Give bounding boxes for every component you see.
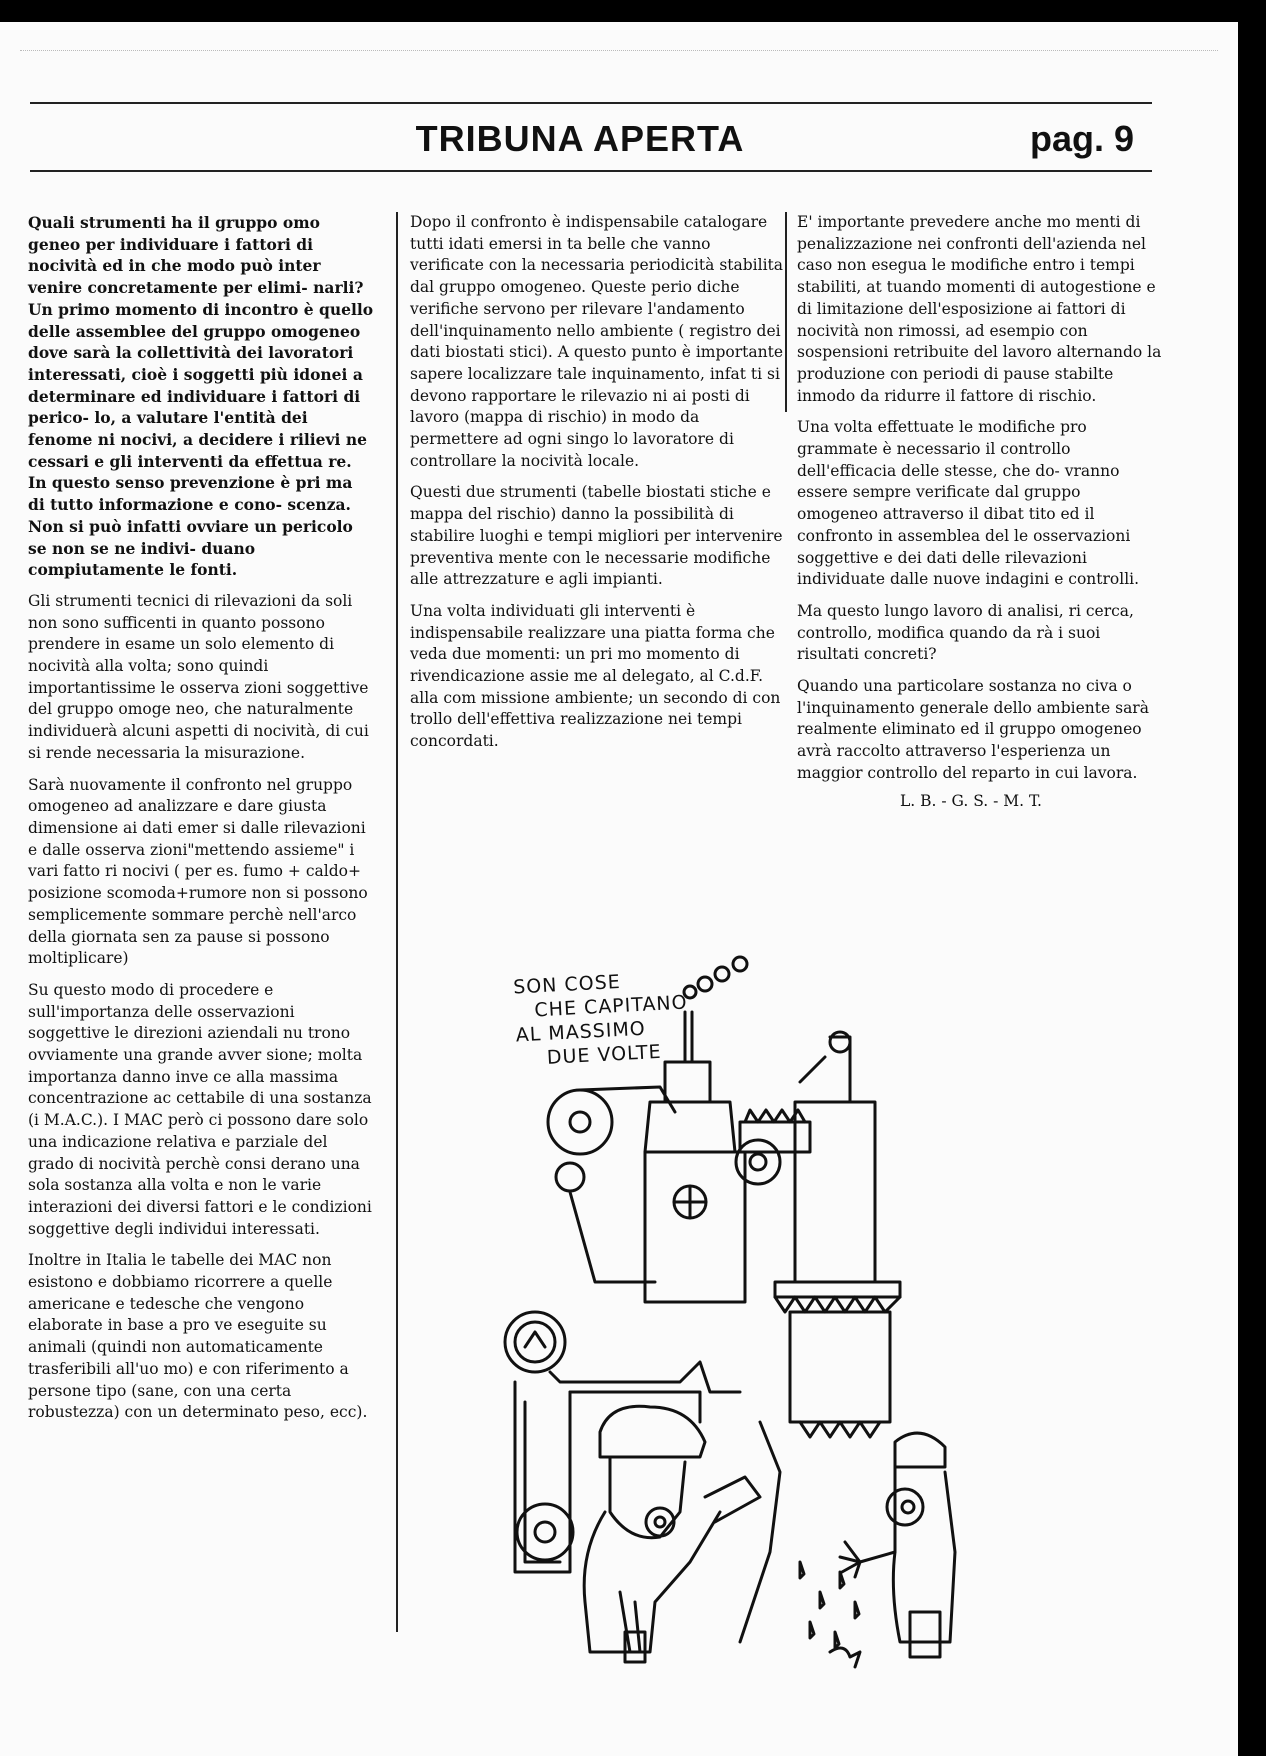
paragraph: Quando una particolare sostanza no civa o l'inquinamento generale dello ambiente sarà realmente eliminato ed il gruppo omogeneo avrà raccolto attraverso l'esperienza un maggior controllo del reparto in cui lavora. xyxy=(797,677,1149,782)
machine xyxy=(505,1012,900,1642)
speech-line: SON COSE xyxy=(512,970,622,999)
header-rule-bottom xyxy=(30,170,1152,172)
paragraph: Sarà nuovamente il confronto nel gruppo omogeneo ad analizzare e dare giusta dimensione ai dati emer si dalle rilevazioni e dalle osserva zioni"mettendo assieme" i vari fatto ri nocivi ( per es. fumo + caldo+ posizione scomoda+rumore non si possono semplicemente sommare perchè nell'arco della giornata sen za pause si possono moltiplicare) xyxy=(28,775,368,968)
header-rule-top xyxy=(30,102,1152,104)
drips xyxy=(800,1562,860,1667)
paragraph: Questi due strumenti (tabelle biostati stiche e mappa del rischio) danno la possibilità di stabilire luoghi e tempi migliori per intervenire preventiva mente con le necessarie modifiche alle attrezzature e agli impianti. xyxy=(410,483,783,589)
page xyxy=(0,22,1238,1756)
paragraph: Quali strumenti ha il gruppo omo geneo per individuare i fattori di nocività ed in che modo può inter venire concretamente per elimi- narli? Un primo momento di incontro è quello delle assemblee del gruppo omogeneo dove sarà la collettività dei lavoratori interessati, cioè i soggetti più idonei a determinare ed individuare i fattori di perico- lo, a valutare l'entità dei fenome ni nocivi, a decidere i rilievi ne cessari e gli interventi da effettua re. In questo senso prevenzione è pri ma di tutto informazione e cono- scenza. Non si può infatti ovviare un pericolo se non se ne indivi- duano compiutamente le fonti. xyxy=(28,213,374,580)
column-3 xyxy=(797,212,1162,812)
column-1 xyxy=(28,212,374,1434)
paragraph: Ma questo lungo lavoro di analisi, ri cerca, controllo, modifica quando da rà i suoi risultati concreti? xyxy=(797,601,1134,664)
column-divider xyxy=(396,212,398,1632)
speech-line: DUE VOLTE xyxy=(546,1040,663,1069)
page-number: pag. 9 xyxy=(1030,118,1135,159)
worker-left xyxy=(584,1406,760,1662)
paragraph: Inoltre in Italia le tabelle dei MAC non esistono e dobbiamo ricorrere a quelle americane e tedesche che vengono elaborate in base a pro ve eseguite su animali (quindi non automaticamente trasferibili all'uo mo) e con riferimento a persone tipo (sane, con una certa robustezza) con un determinato peso, ecc). xyxy=(28,1251,368,1422)
signature: L. B. - G. S. - M. T. xyxy=(899,791,1042,810)
column-2 xyxy=(410,212,785,763)
worker-right xyxy=(840,1433,955,1657)
column-divider xyxy=(785,212,787,412)
paragraph: Dopo il confronto è indispensabile catalogare tutti idati emersi in ta belle che vanno verificate con la necessaria periodicità stabilita dal gruppo omogeneo. Queste perio diche verifiche servono per rilevare l'andamento dell'inquinamento nello ambiente ( registro dei dati biostati stici). A questo punto è importante sapere localizzare tale inquinamento, infat ti si devono rapportare le rilevazio ni ai posti di lavoro (mappa di rischio) in modo da permettere ad ogni singo lo lavoratore di controllare la nocività locale. xyxy=(410,213,784,470)
paragraph: Su questo modo di procedere e sull'importanza delle osservazioni soggettive le direzioni aziendali nu trono ovviamente una grande avver sione; molta importanza danno inve ce alla massima concentrazione ac cettabile di una sostanza (i M.A.C.). I MAC però ci possono dare solo una indicazione relativa e parziale del grado di nocività perchè consi derano una sola sostanza alla volta e non le varie interazioni dei diversi fattori e le condizioni soggettive degli individui interessati. xyxy=(28,980,372,1238)
cartoon-speech xyxy=(513,965,728,1072)
paragraph: Una volta individuati gli interventi è indispensabile realizzare una piatta forma che veda due momenti: un pri mo momento di rivendicazione assie me al delegato, al C.d.F. alla com missione ambiente; un secondo di con trollo dell'effettiva realizzazione nei tempi concordati. xyxy=(410,601,781,751)
scan-edge xyxy=(20,50,1218,53)
speech-line: AL MASSIMO xyxy=(515,1017,647,1047)
page-title: TRIBUNA APERTA xyxy=(415,118,745,159)
paragraph: E' importante prevedere anche mo menti di penalizzazione nei confronti dell'azienda nel caso non esegua le modifiche entro i tempi stabiliti, at tuando momenti di autogestione e di limitazione dell'esposizione ai fattori di nocività non rimossi, ad esempio con sospensioni retribuite del lavoro alternando la produzione con periodi di pause stabilte inmodo da ridurre il fattore di rischio. xyxy=(797,213,1162,405)
paragraph: Una volta effettuate le modifiche pro grammate è necessario il controllo dell'efficacia delle stesse, che do- vranno essere sempre verificate dal gruppo omogeneo attraverso il dibat tito ed il confronto in assemblea del le osservazioni soggettive e dei dati delle rilevazioni individuate dalle nuove indagini e controlli. xyxy=(797,418,1140,589)
paragraph: Gli strumenti tecnici di rilevazioni da soli non sono sufficenti in quanto possono prendere in esame un solo elemento di nocività alla volta; sono quindi importantissime le osserva zioni soggettive del gruppo omoge neo, che naturalmente individuerà alcuni aspetti di nocività, di cui si rende necessaria la misurazione. xyxy=(28,591,369,762)
speech-line: CHE CAPITANO xyxy=(533,991,689,1022)
bubble-text: ooo xyxy=(705,980,707,981)
